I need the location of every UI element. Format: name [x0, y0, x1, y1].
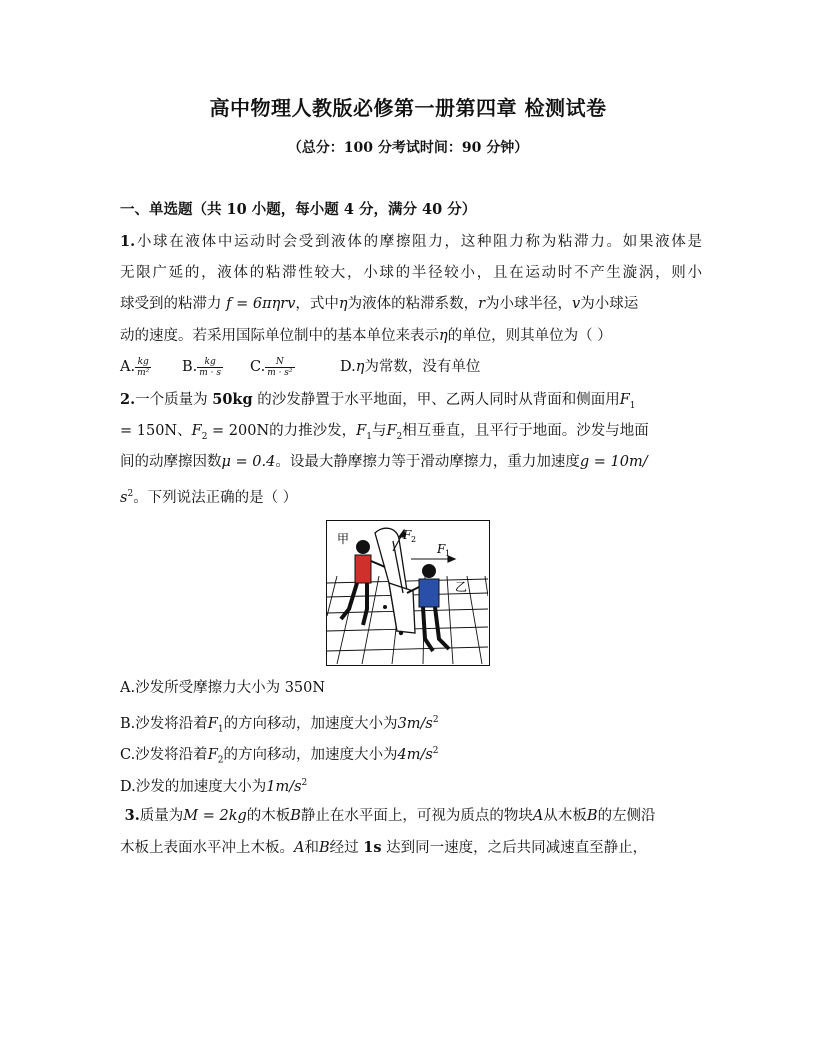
- q2-option-c[interactable]: [120, 736, 702, 768]
- q2-option-b[interactable]: [120, 705, 702, 737]
- q3-text-1e: 的左侧沿: [597, 808, 656, 824]
- q2-option-d-a: D.沙发的加速度大小为: [120, 778, 267, 795]
- q3-text-1a: 质量为: [139, 808, 184, 824]
- q1-option-a-label: A.: [120, 359, 136, 375]
- label-f2-sub: 2: [411, 535, 417, 544]
- q2-option-b-a: B.沙发将沿着: [120, 715, 208, 732]
- q2-option-b-b: 的方向移动，加速度大小为: [223, 715, 398, 732]
- q1-formula: f = 6πηrv: [226, 296, 296, 312]
- q2-option-c-a: C.沙发将沿着: [120, 746, 208, 763]
- q1-options: [120, 352, 702, 384]
- q1-option-c-num: N: [265, 357, 294, 368]
- q2-line-4: [120, 479, 702, 511]
- q2-option-c-b: 的方向移动，加速度大小为: [223, 746, 398, 763]
- q2-mu: μ = 0.4: [221, 454, 276, 470]
- q2-option-b-val: 3m/s: [397, 715, 433, 732]
- q2-option-d-sup: 2: [301, 777, 308, 788]
- q2-g: g = 10m/: [579, 454, 648, 470]
- q1-option-a-num: kg: [135, 357, 151, 368]
- q1-number: 1.: [120, 233, 136, 250]
- q1-option-b[interactable]: [182, 352, 223, 384]
- q3-text-2a: 木板上表面水平冲上木板。: [120, 839, 294, 856]
- q2-f1-b-sub: 1: [366, 431, 372, 442]
- sofa-illustration: [327, 521, 488, 664]
- q1-option-d[interactable]: [340, 352, 480, 384]
- q1-option-d-text: 为常数，没有单位: [364, 359, 481, 375]
- q1-option-d-eta: η: [355, 359, 365, 375]
- q2-option-d[interactable]: [120, 768, 702, 800]
- question-3: [120, 800, 702, 863]
- q1-line-1: [120, 226, 702, 258]
- q2-option-c-sup: 2: [432, 746, 439, 756]
- q2-text-3b: 。设最大静摩擦力等于滑动摩擦力，重力加速度: [275, 454, 580, 470]
- q3-b-2: B: [586, 808, 598, 824]
- q2-option-c-val: 4m/s: [397, 746, 433, 763]
- q1-line-3: [120, 289, 702, 321]
- q2-number: 2.: [120, 391, 136, 408]
- q1-option-a-frac: [135, 357, 151, 378]
- q1-option-b-den: m · s: [199, 367, 222, 378]
- q2-option-b-fsub: 1: [217, 724, 224, 735]
- q1-option-c-den: m · s²: [267, 367, 293, 378]
- q3-a-2: A: [294, 839, 305, 856]
- label-f2: F: [403, 528, 412, 542]
- q1-option-d-label: D.: [340, 359, 356, 375]
- q1-option-c-frac: [265, 357, 294, 378]
- q3-text-1b: 的木板: [246, 808, 291, 824]
- q3-text-1c: 静止在水平面上，可视为质点的物块: [300, 808, 533, 824]
- q1-text-3d: 为小球半径，: [485, 296, 573, 312]
- q1-text-1: 小球在液体中运动时会受到液体的摩擦阻力，这种阻力称为粘滞力。如果液体是: [135, 234, 702, 250]
- page-title: 高中物理人教版必修第一册第四章 检测试卷: [209, 96, 607, 120]
- q2-options: [120, 673, 702, 799]
- q2-option-b-f: F: [207, 715, 218, 732]
- page-subtitle: （总分：100 分考试时间：90 分钟）: [287, 140, 529, 156]
- q2-f1-b: F: [356, 422, 367, 439]
- q1-text-4a: 动的速度。若采用国际单位制中的基本单位来表示: [120, 327, 439, 344]
- q3-a: A: [532, 808, 544, 824]
- sofa-figure: [326, 520, 490, 666]
- q2-text-2d: 与: [371, 422, 387, 439]
- q3-b-3: B: [318, 839, 330, 856]
- q3-text-2d: 达到同一速度，之后共同减速直至静止，: [381, 839, 648, 856]
- q2-f1: F: [619, 392, 630, 408]
- q2-f2: F: [191, 422, 202, 439]
- q1-eta-2: η: [439, 327, 448, 344]
- q3-b: B: [290, 808, 301, 824]
- q2-text-2b: = 200N: [207, 422, 270, 439]
- q2-line-3: [120, 447, 702, 479]
- q1-text-3c: 为液体的粘滞系数，: [347, 296, 479, 312]
- q2-text-4b: 。下列说法正确的是（ ）: [133, 489, 298, 506]
- q2-s: s: [120, 489, 128, 506]
- q1-option-b-frac: [197, 357, 223, 378]
- q2-text-2a: = 150N、: [120, 422, 192, 439]
- q1-option-a-den: m²: [137, 367, 150, 378]
- q1-line-2: 无限广延的，液体的粘滞性较大，小球的半径较小，且在运动时不产生漩涡，则小: [120, 264, 702, 281]
- q3-text-2b: 和: [304, 839, 319, 856]
- question-1: [120, 226, 702, 384]
- q1-option-c[interactable]: [250, 352, 295, 384]
- q2-option-a[interactable]: A.沙发所受摩擦力大小为 350N: [120, 680, 326, 696]
- q2-text-3a: 间的动摩擦因数: [120, 454, 222, 470]
- section-heading: 一、单选题（共 10 小题，每小题 4 分，满分 40 分）: [120, 201, 477, 218]
- q2-option-c-fsub: 2: [217, 755, 224, 766]
- q2-f2-b-sub: 2: [396, 431, 403, 442]
- q2-line-1: [120, 384, 702, 416]
- q3-line-2: [120, 832, 702, 864]
- q3-text-1d: 从木板: [543, 808, 587, 824]
- q2-text-1a: 一个质量为: [135, 392, 213, 408]
- q3-mass: M = 2kg: [183, 808, 247, 824]
- q1-text-3b: ，式中: [295, 296, 339, 312]
- q1-text-3e: 为小球运: [580, 296, 639, 312]
- q1-line-4: [120, 321, 702, 353]
- q1-eta: η: [338, 296, 348, 312]
- q2-line-2: [120, 416, 702, 448]
- q1-option-b-label: B.: [182, 359, 198, 375]
- q1-text-3a: 球受到的粘滞力: [120, 296, 222, 312]
- q3-text-2c: 经过: [329, 839, 364, 856]
- q1-v: v: [572, 296, 581, 312]
- q1-option-a[interactable]: [120, 352, 151, 384]
- q2-option-d-val: 1m/s: [266, 778, 302, 795]
- q2-s-sup: 2: [127, 488, 134, 499]
- label-f1: F: [437, 542, 446, 556]
- q2-f1-sub: 1: [629, 400, 636, 411]
- q2-mass: 50kg: [212, 391, 253, 408]
- label-jia: 甲: [337, 532, 350, 546]
- q1-option-c-label: C.: [250, 359, 266, 375]
- q2-option-c-f: F: [207, 746, 218, 763]
- q2-text-2e: 相互垂直，且平行于地面。沙发与地面: [402, 422, 649, 439]
- q3-number: 3.: [124, 807, 140, 824]
- q2-text-1b: 的沙发静置于水平地面，甲、乙两人同时从背面和侧面用: [252, 392, 620, 408]
- question-2: [120, 384, 702, 510]
- q1-r: r: [478, 296, 486, 312]
- label-yi: 乙: [455, 580, 468, 594]
- q2-f2-b: F: [386, 422, 397, 439]
- q2-f2-sub: 2: [201, 431, 208, 442]
- q2-option-b-sup: 2: [432, 714, 439, 725]
- q2-text-2c: 的力推沙发，: [269, 422, 357, 439]
- q3-line-1: [120, 800, 702, 832]
- q1-text-4b: 的单位，则其单位为（ ）: [447, 327, 612, 344]
- q1-option-b-num: kg: [197, 357, 223, 368]
- q3-time: 1s: [363, 838, 382, 856]
- label-f1-sub: 1: [445, 549, 451, 558]
